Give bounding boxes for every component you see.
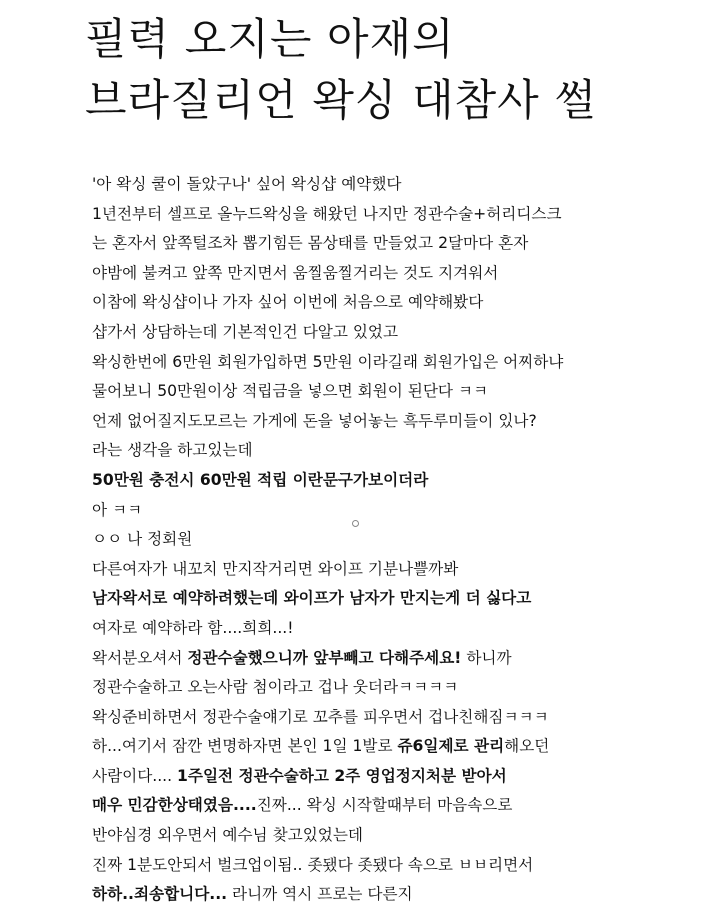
text-segment: 여자로 예약하라 함....희희...! <box>92 618 294 637</box>
text-segment: 반야심경 외우면서 예수님 찾고있었는데 <box>92 826 363 845</box>
text-segment: ㅇㅇ 나 정회원 <box>92 530 193 549</box>
body-line <box>92 614 704 644</box>
text-segment: 다른여자가 내꼬치 만지작거리면 와이프 기분나쁠까봐 <box>92 559 459 578</box>
bold-text: 50만원 충전시 60만원 적립 이란문구가보이더라 <box>92 470 429 489</box>
body-line <box>92 555 704 585</box>
text-segment: 진짜 1분도안되서 벌크업이됨.. 좃됐다 좃됐다 속으로 ㅂㅂ리면서 <box>92 855 534 874</box>
bold-text: 정관수술했으니까 앞부빼고 다해주세요! <box>187 648 462 667</box>
body-line <box>92 466 704 496</box>
body-line <box>92 584 704 614</box>
text-segment: 라니까 역시 프로는 다른지 <box>227 885 413 904</box>
text-segment: 1년전부터 셀프로 올누드왁싱을 해왔던 나지만 정관수술+허리디스크 <box>92 204 562 223</box>
text-segment: 해오던 <box>504 737 550 756</box>
body-line <box>92 348 704 378</box>
bold-text: 1주일전 정관수술하고 2주 영업정지처분 받아서 <box>177 766 507 785</box>
text-segment: 진짜... 왁싱 시작할때부터 마음속으로 <box>256 796 513 815</box>
body-line <box>92 762 704 792</box>
body-line <box>92 673 704 703</box>
body-line <box>92 377 704 407</box>
body-line <box>92 288 704 318</box>
bold-text: 쥬6일제로 관리 <box>397 737 505 756</box>
text-segment: 하...여기서 잠깐 변명하자면 본인 1일 1발로 <box>92 737 398 756</box>
text-segment: 정관수술하고 오는사람 첨이라고 겁나 웃더라ㅋㅋㅋㅋ <box>92 678 459 697</box>
stray-dot-mark <box>352 520 359 527</box>
body-line <box>92 851 704 881</box>
text-segment: 샵가서 상담하는데 기본적인건 다알고 있었고 <box>92 322 399 341</box>
text-segment: 사람이다.... <box>92 766 178 785</box>
text-segment: 하니까 <box>461 648 512 667</box>
text-segment: 이참에 왁싱샵이나 가자 싶어 이번에 처음으로 예약해봤다 <box>92 293 484 312</box>
title-line-1: 필력 오지는 아재의 <box>85 15 455 65</box>
body-line <box>92 229 704 259</box>
text-segment: 야밤에 불켜고 앞쪽 만지면서 움찔움찔거리는 것도 지겨워서 <box>92 263 499 282</box>
body-line <box>92 703 704 733</box>
body-line <box>92 496 704 526</box>
text-segment: 물어보니 50만원이상 적립금을 넣으면 회원이 된단다 ㅋㅋ <box>92 382 489 401</box>
bold-text: 매우 민감한상태였음.... <box>92 796 257 815</box>
text-segment: '아 왁싱 쿨이 돌았구나' 싶어 왁싱샵 예약했다 <box>92 175 402 193</box>
body-line <box>92 644 704 674</box>
body-line <box>92 791 704 821</box>
body-line <box>92 821 704 851</box>
body-line <box>92 436 704 466</box>
article-body <box>92 170 704 910</box>
text-segment: 왁싱준비하면서 정관수술얘기로 꼬추를 피우면서 겁나친해짐ㅋㅋㅋ <box>92 707 549 726</box>
bold-text: 남자왁서로 예약하려했는데 와이프가 남자가 만지는게 더 싫다고 <box>92 589 532 608</box>
text-segment: 왁서분오셔서 <box>92 648 188 667</box>
text-segment: 왁싱한번에 6만원 회원가입하면 5만원 이라길래 회원가입은 어찌하냐 <box>92 352 564 371</box>
article-title <box>85 10 597 132</box>
text-segment: 라는 생각을 하고있는데 <box>92 441 253 460</box>
title-line-2: 브라질리언 왁싱 대참사 썰 <box>85 76 597 126</box>
body-line <box>92 318 704 348</box>
body-line <box>92 407 704 437</box>
body-line <box>92 170 704 200</box>
body-line <box>92 732 704 762</box>
body-line <box>92 880 704 910</box>
body-line <box>92 525 704 555</box>
bold-text: 하하..죄송합니다... <box>92 885 228 904</box>
body-line <box>92 259 704 289</box>
text-segment: 는 혼자서 앞쪽털조차 뽑기힘든 몸상태를 만들었고 2달마다 혼자 <box>92 234 529 253</box>
body-line <box>92 200 704 230</box>
text-segment: 아 ㅋㅋ <box>92 500 143 519</box>
text-segment: 언제 없어질지도모르는 가게에 돈을 넣어놓는 흑두루미들이 있나? <box>92 411 537 430</box>
